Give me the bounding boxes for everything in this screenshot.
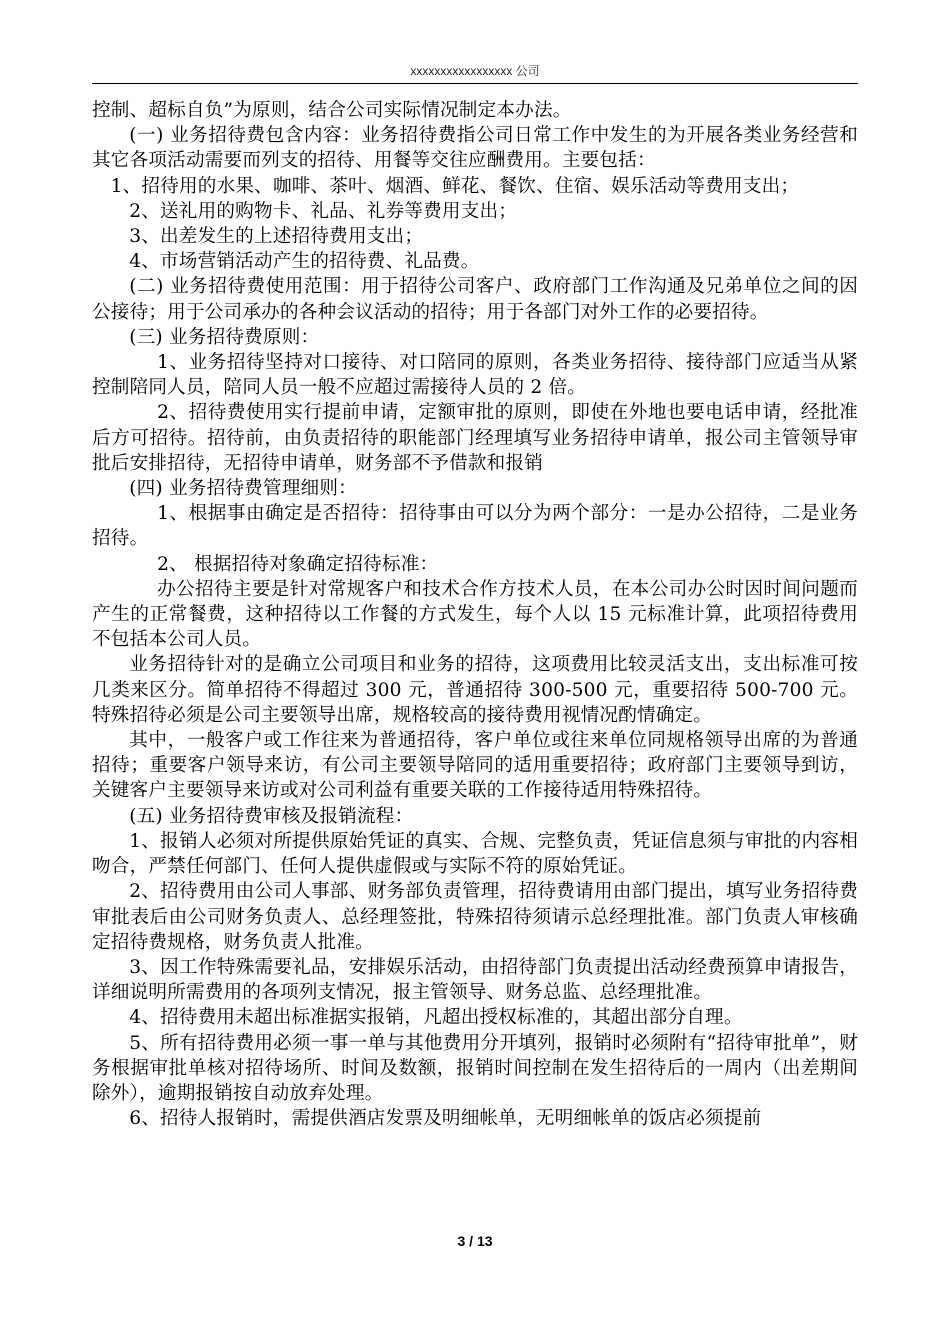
paragraph: (二) 业务招待费使用范围：用于招待公司客户、政府部门工作沟通及兄弟单位之间的因公接待；用于公司承办的各种会议活动的招待；用于各部门对外工作的必要招待。 (92, 276, 858, 323)
paragraph: 3、出差发生的上述招待费用支出； (129, 226, 424, 248)
paragraph: 1、报销人必须对所提供原始凭证的真实、合规、完整负责，凭证信息须与审批的内容相吻合，严禁任何部门、任何人提供虚假或与实际不符的原始凭证。 (92, 830, 858, 878)
paragraph: 2、招待费用由公司人事部、财务部负责管理，招待费请用由部门提出，填写业务招待费审批表后由公司财务负责人、总经理签批，特殊招待须请示总经理批准。部门负责人审核确定招待费规格，财务负责人批准。 (92, 881, 858, 953)
document-body (92, 98, 858, 1131)
paragraph: 5、所有招待费用必须一事一单与其他费用分开填列，报销时必须附有“招待审批单”，财务根据审批单核对招待场所、时间及数额，报销时间控制在发生招待后的一周内（出差期间除外），逾期报销按自动放弃处理。 (92, 1032, 858, 1104)
paragraph: 业务招待针对的是确立公司项目和业务的招待，这项费用比较灵活支出，支出标准可按几类来区分。简单招待不得超过 300 元，普通招待 300-500 元，重要招待 500-700 元。特殊招待必须是公司主要领导出席，规格较高的接待费用视情况酌情确定。 (92, 654, 858, 726)
paragraph: 2、送礼用的购物卡、礼品、礼券等费用支出； (129, 200, 518, 222)
paragraph: 1、招待用的水果、咖啡、茶叶、烟酒、鲜花、餐饮、住宿、娱乐活动等费用支出； (110, 175, 800, 197)
paragraph: 1、根据事由确定是否招待：招待事由可以分为两个部分：一是办公招待，二是业务招待。 (92, 503, 858, 550)
paragraph: 6、招待人报销时，需提供酒店发票及明细帐单，无明细帐单的饭店必须提前 (129, 1108, 762, 1130)
paragraph: 3、因工作特殊需要礼品，安排娱乐活动，由招待部门负责提出活动经费预算申请报告，详细说明所需费用的各项列支情况，报主管领导、财务总监、总经理批准。 (92, 956, 858, 1004)
paragraph: 2、 根据招待对象确定招待标准： (157, 553, 439, 575)
paragraph: 办公招待主要是针对常规客户和技术合作方技术人员，在本公司办公时因时间问题而产生的正常餐费，这种招待以工作餐的方式发生，每个人以 15 元标准计算，此项招待费用不包括本公司人员。 (92, 578, 858, 651)
paragraph: 4、招待费用未超出标准据实报销，凡超出授权标准的，其超出部分自理。 (129, 1007, 743, 1029)
paragraph: 其中，一般客户或工作往来为普通招待，客户单位或往来单位同规格领导出席的为普通招待；重要客户领导来访，有公司主要领导陪同的适用重要招待；政府部门主要领导到访，关键客户主要领导来访或对公司利益有重要关联的工作接待适用特殊招待。 (92, 730, 858, 802)
paragraph: (五) 业务招待费审核及报销流程： (129, 805, 414, 827)
paragraph: (一) 业务招待费包含内容：业务招待费指公司日常工作中发生的为开展各类业务经营和其它各项活动需要而列支的招待、用餐等交往应酬费用。主要包括： (92, 125, 858, 172)
header-divider (92, 83, 858, 84)
paragraph: 4、市场营销活动产生的招待费、礼品费。 (129, 251, 480, 273)
page-header: xxxxxxxxxxxxxxxxx 公司 (410, 64, 540, 78)
paragraph: (三) 业务招待费原则： (129, 326, 320, 348)
paragraph: 2、招待费使用实行提前申请，定额审批的原则，即使在外地也要电话申请，经批准后方可招待。招待前，由负责招待的职能部门经理填写业务招待申请单，报公司主管领导审批后安排招待，无招待申请单，财务部不予借款和报销 (92, 402, 858, 474)
paragraph: 1、业务招待坚持对口接待、对口陪同的原则，各类业务招待、接待部门应适当从紧控制陪同人员，陪同人员一般不应超过需接待人员的 2 倍。 (92, 352, 858, 399)
paragraph: (四) 业务招待费管理细则： (129, 478, 357, 500)
page-number: 3 / 13 (457, 1233, 493, 1249)
paragraph: 控制、超标自负”为原则，结合公司实际情况制定本办法。 (92, 100, 572, 121)
